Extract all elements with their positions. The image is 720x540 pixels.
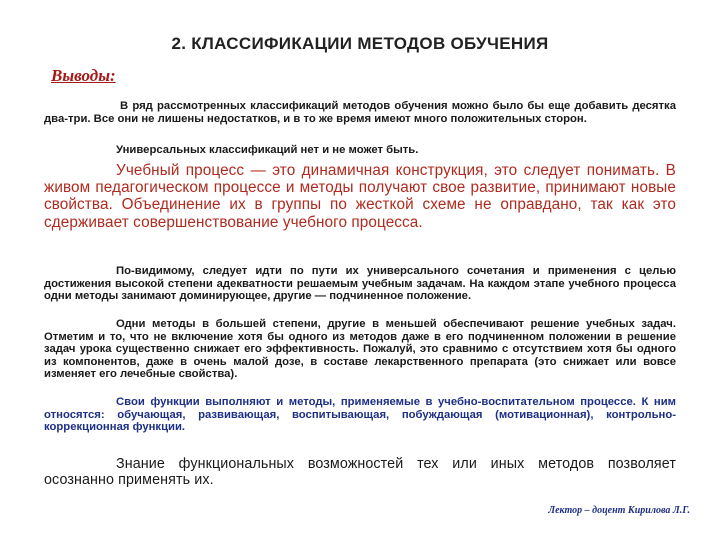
paragraph-dynamic-process-text: Учебный процесс — это динамичная конструкция, это следует понимать. В живом педагогическом процессе и методы получают свое развитие, принимают новые свойства. Объединение их в группы по жесткой схеме не оправдано, так как это сдерживает совершенствование учебного процесса. xyxy=(44,162,676,231)
paragraph-classifications-text: В ряд рассмотренных классификаций методов обучения можно было бы еще добавить десятка два-три. Все они не лишены недостатков, и в то же время имеют много положительных сторон. xyxy=(44,100,676,125)
paragraph-no-universal-text: Универсальных классификаций нет и не может быть. xyxy=(116,144,419,156)
paragraph-dynamic-process xyxy=(44,162,676,231)
paragraph-universal-combination xyxy=(44,265,676,303)
paragraph-knowledge xyxy=(44,456,676,488)
slide-title: 2. КЛАССИФИКАЦИИ МЕТОДОВ ОБУЧЕНИЯ xyxy=(171,34,549,53)
paragraph-no-universal xyxy=(44,144,676,157)
lecturer-footer: Лектор – доцент Кирилова Л.Г. xyxy=(548,505,690,516)
paragraph-functions-text: Свои функции выполняют и методы, применяемые в учебно-воспитательном процессе. К ним относятся: обучающая, развивающая, воспитывающая, побуждающая (мотивационная), контрольно-коррекционная функции. xyxy=(44,396,676,433)
paragraph-universal-combination-text: По-видимому, следует идти по пути их универсального сочетания и применения с целью достижения высокой степени адекватности решаемым учебным задачам. На каждом этапе учебного процесса одни методы занимают доминирующее, другие — подчиненное положение. xyxy=(44,265,676,302)
paragraph-classifications xyxy=(44,100,676,125)
paragraph-knowledge-text: Знание функциональных возможностей тех или иных методов позволяет осознанно применять их. xyxy=(44,456,676,488)
paragraph-methods-degree xyxy=(44,318,676,381)
paragraph-functions xyxy=(44,396,676,434)
paragraph-methods-degree-text: Одни методы в большей степени, другие в меньшей обеспечивают решение учебных задач. Отметим и то, что не включение хотя бы одного из методов даже в его подчиненном положении в решение задач урока существенно снижает его эффективность. Пожалуй, это сравнимо с отсутствием хотя бы одного из компонентов, даже в очень малой дозе, в составе лекарственного препарата (это снижает или вовсе изменяет его лечебные свойства). xyxy=(44,318,676,380)
conclusions-heading: Выводы: xyxy=(51,66,116,85)
